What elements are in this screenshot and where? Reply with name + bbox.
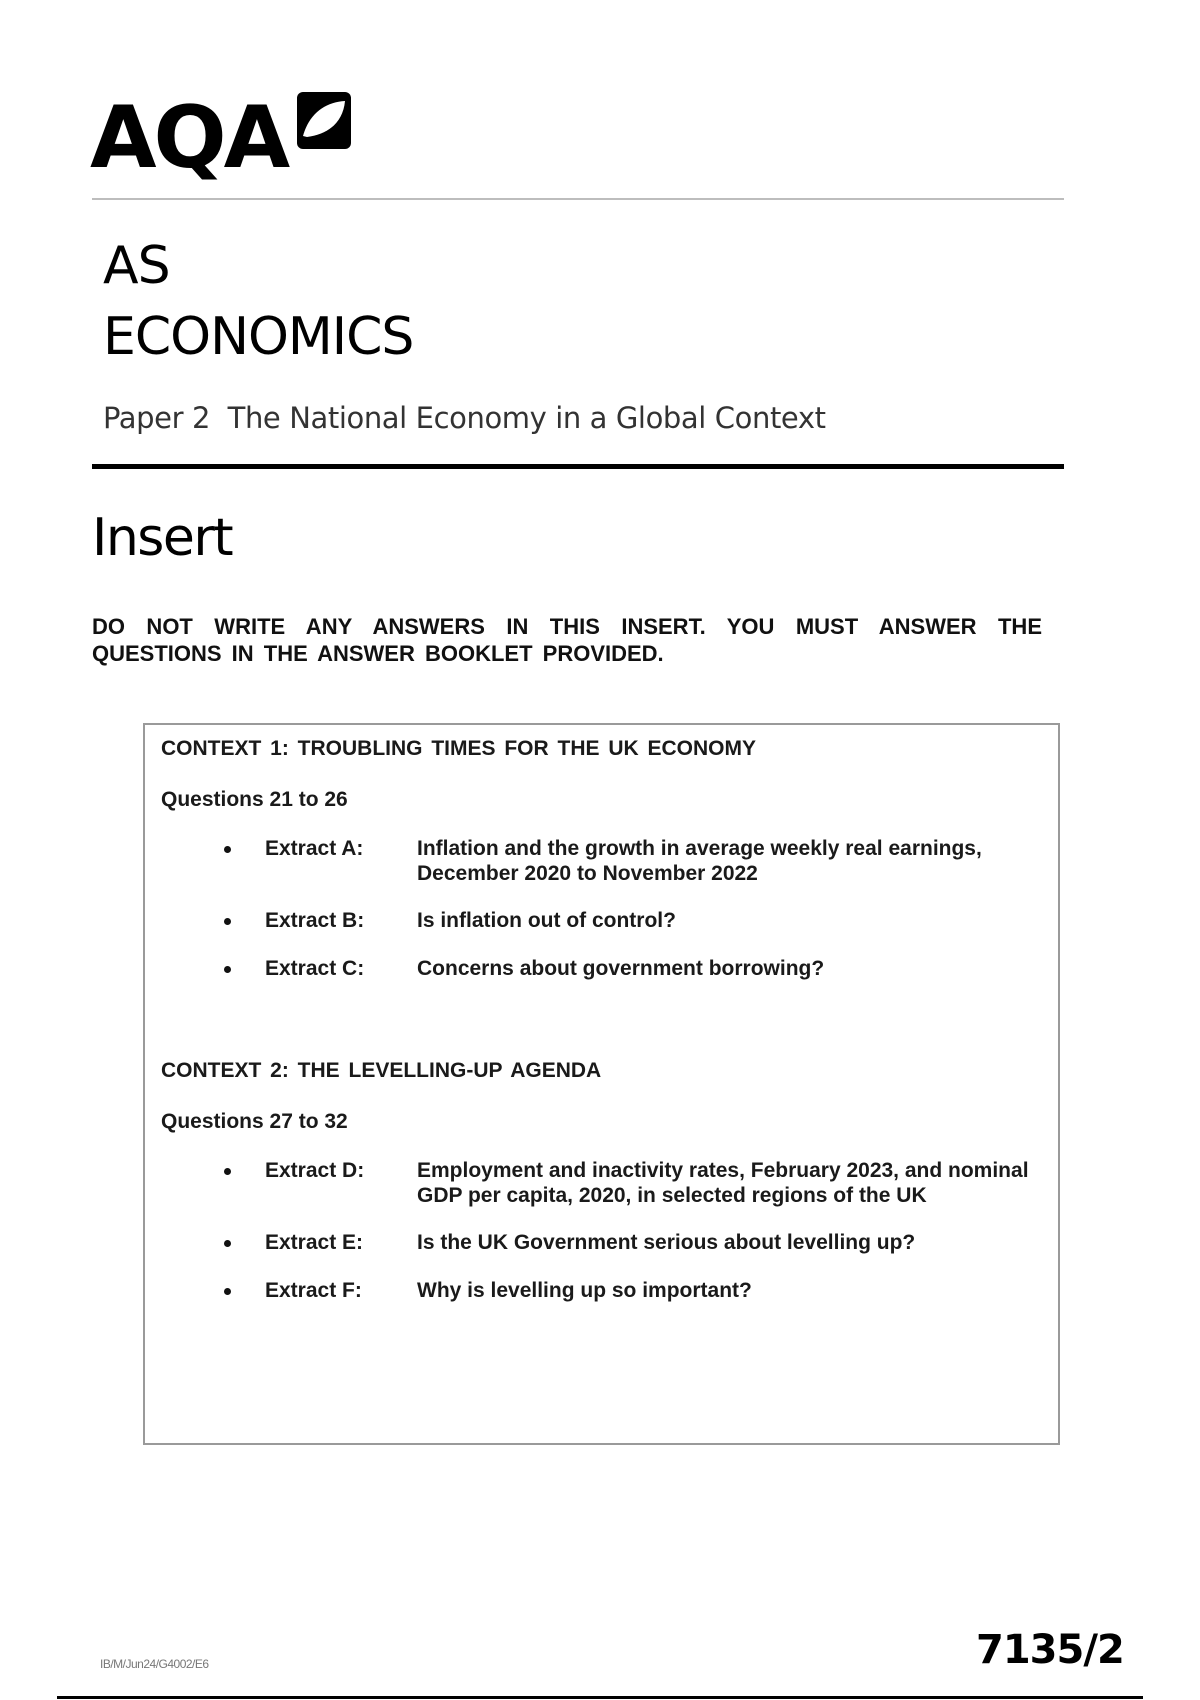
- bullet-icon: [224, 1288, 231, 1295]
- extract-label: Extract C:: [265, 957, 365, 980]
- aqa-leaf-icon: [297, 92, 351, 149]
- extract-item-d: [161, 1158, 1048, 1208]
- extract-item-e: [161, 1230, 1048, 1256]
- extract-item-a: [161, 836, 1048, 886]
- extract-list: [161, 1158, 1048, 1304]
- title-divider: [92, 464, 1064, 469]
- questions-range: Questions 27 to 32: [161, 1110, 348, 1133]
- extract-description: Is the UK Government serious about levelling up?: [417, 1231, 916, 1254]
- aqa-logo: [90, 88, 360, 188]
- context-heading: CONTEXT 1: TROUBLING TIMES FOR THE UK ECONOMY: [161, 737, 757, 760]
- subject-title: ECONOMICS: [103, 307, 414, 367]
- logo-text: AQA: [90, 88, 288, 188]
- extract-item-b: [161, 908, 1048, 934]
- extract-description: Concerns about government borrowing?: [417, 957, 825, 980]
- extract-description: Employment and inactivity rates, February 2023, and nominal GDP per capita, 2020, in selected regions of the UK: [417, 1159, 1029, 1207]
- questions-range: Questions 21 to 26: [161, 788, 348, 811]
- extract-item-c: [161, 956, 1048, 982]
- document-type-title: Insert: [92, 508, 233, 568]
- footer-divider: [57, 1696, 1143, 1699]
- header-divider: [92, 198, 1064, 200]
- extract-description: Is inflation out of control?: [417, 909, 676, 932]
- extract-description: Why is levelling up so important?: [417, 1279, 752, 1302]
- extract-label: Extract A:: [265, 837, 364, 860]
- extract-description: Inflation and the growth in average weekly real earnings, December 2020 to November 2022: [417, 837, 982, 885]
- context-section-2: [161, 1058, 1048, 1326]
- extract-label: Extract B:: [265, 909, 365, 932]
- bullet-icon: [224, 966, 231, 973]
- context-section-1: [161, 736, 1048, 1004]
- extract-label: Extract F:: [265, 1279, 362, 1302]
- bullet-icon: [224, 846, 231, 853]
- bullet-icon: [224, 1168, 231, 1175]
- context-heading: CONTEXT 2: THE LEVELLING-UP AGENDA: [161, 1059, 602, 1082]
- extract-list: [161, 836, 1048, 982]
- bullet-icon: [224, 1240, 231, 1247]
- document-reference: IB/M/Jun24/G4002/E6: [100, 1657, 209, 1671]
- extract-label: Extract E:: [265, 1231, 364, 1254]
- extract-label: Extract D:: [265, 1159, 365, 1182]
- qualification-level: AS: [103, 236, 170, 296]
- paper-title: Paper 2 The National Economy in a Global Context: [103, 401, 826, 435]
- extract-item-f: [161, 1278, 1048, 1304]
- contents-box: [143, 723, 1060, 1445]
- paper-code: 7135/2: [976, 1627, 1124, 1673]
- bullet-icon: [224, 918, 231, 925]
- instructions-warning: DO NOT WRITE ANY ANSWERS IN THIS INSERT. YOU MUST ANSWER THE QUESTIONS IN THE ANSWER BOOKLET PROVIDED.: [92, 614, 1042, 666]
